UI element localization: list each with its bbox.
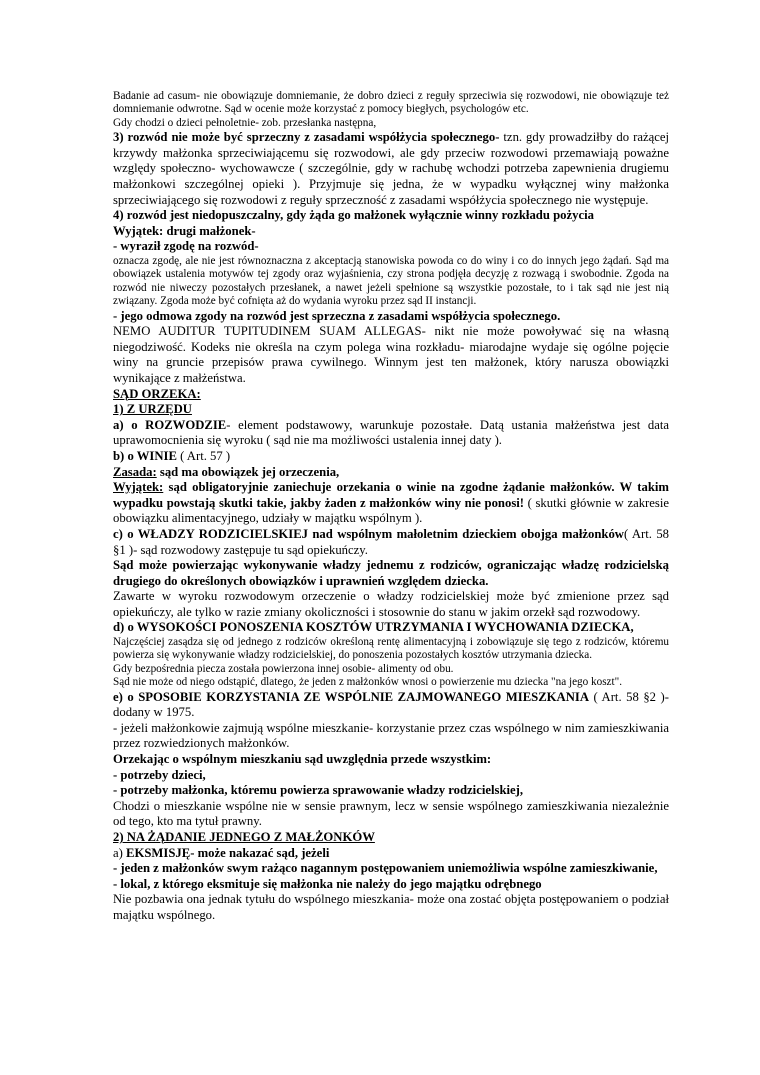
rule-label: Zasada: bbox=[113, 464, 157, 479]
paragraph: Zawarte w wyroku rozwodowym orzeczenie o władzy rodzicielskiej może być zmienione przez sąd opiekuńczy, ale tylko w razie zmiany okoliczności i stosownie do stanu w jakim orzekł sąd rozwodowy. bbox=[113, 589, 669, 619]
paragraph: Gdy bezpośrednia piecza została powierzona innej osobie- alimenty od obu. bbox=[113, 662, 454, 675]
document-page bbox=[113, 90, 669, 924]
paragraph: Sąd nie może od niego odstąpić, dlatego, że jeden z małżonków wnosi o powierzenie mu dziecka "na jego koszt". bbox=[113, 676, 622, 689]
paragraph bbox=[113, 418, 669, 449]
paragraph: Chodzi o mieszkanie wspólne nie w sensie prawnym, lecz w sensie wspólnego zamieszkiwania niezależnie od tego, kto ma tytuł prawny. bbox=[113, 798, 669, 829]
text: sąd obligatoryjnie zaniechuje orzekania o winie na zgodne żądanie małżonków. W takim wypadku powstają skutki takie, jakby żaden z małżonków winy nie ponosi! bbox=[113, 480, 669, 510]
exception-item: - wyraził zgodę na rozwód- bbox=[113, 239, 259, 254]
exception-label: Wyjątek: bbox=[113, 480, 164, 495]
text: sąd ma obowiązek jej orzeczenia, bbox=[156, 464, 340, 479]
exception-item: - jego odmowa zgody na rozwód jest sprzeczna z zasadami współżycia społecznego. bbox=[113, 308, 561, 323]
item-letter: a) bbox=[113, 845, 127, 860]
list-item: - potrzeby małżonka, któremu powierza sprawowanie władzy rodzicielskiej, bbox=[113, 783, 524, 798]
list-item: - jeden z małżonków swym rażąco nagannym postępowaniem uniemożliwia wspólne zamieszkiwanie, bbox=[113, 861, 658, 876]
paragraph: NEMO AUDITUR TUPITUDINEM SUAM ALLEGAS- nikt nie może powoływać się na własną niegodziwość. Kodeks nie określa na czym polega wina rozkładu- miarodajne wydaje się ogólne pojęcie winy na gruncie przepisów prawa cywilnego. Winnym jest ten małżonek, który narusza obowiązki wynikające z małżeństwa. bbox=[113, 324, 669, 385]
text: ( Art. 58 §1 )- sąd rozwodowy zastępuje tu sąd opiekuńczy. bbox=[113, 526, 670, 557]
paragraph: Nie pozbawia ona jednak tytułu do wspólnego mieszkania- może ona zostać objęta postępowaniem o podział majątku wspólnego. bbox=[113, 892, 669, 922]
paragraph: oznacza zgodę, ale nie jest równoznaczna z akceptacją stanowiska powoda co do winy i co do innych jego żądań. Sąd ma obowiązek ustalenia motywów tej zgody oraz wyjaśnienia, czy strona podjęła decyzję z rozwagą i swobodnie. Zgoda na rozwód nie niweczy pozostałych przesłanek, a nawet jeżeli spełnione są wszystkie pozostałe, to i tak sąd nie jest nią związany. Zgoda może być cofnięta aż do wydania wyroku przez sąd II instancji. bbox=[113, 254, 669, 308]
paragraph: Sąd może powierzając wykonywanie władzy jednemu z rodziców, ograniczając władzę rodzicielską drugiego do określonych obowiązków i uprawnień względem dziecka. bbox=[113, 558, 669, 588]
text: ( Art. 58 §2 )- dodany w 1975. bbox=[113, 689, 669, 720]
paragraph bbox=[113, 449, 669, 465]
paragraph bbox=[113, 690, 669, 721]
text: - element podstawowy, warunkuje pozostałe. Datą ustania małżeństwa jest data uprawomocnienia się wyroku ( sąd nie ma możliwości ustalenia innej daty ). bbox=[113, 417, 669, 448]
paragraph: Gdy chodzi o dzieci pełnoletnie- zob. przesłanka następna, bbox=[113, 116, 377, 129]
item-label: EKSMISJĘ- może nakazać sąd, jeżeli bbox=[126, 845, 330, 860]
text: ( skutki głównie w zakresie obowiązku alimentacyjnego, udziały w majątku wspólnym ). bbox=[113, 495, 669, 526]
exception-heading: Wyjątek: drugi małżonek- bbox=[113, 223, 256, 238]
paragraph: - jeżeli małżonkowie zajmują wspólne mieszkanie- korzystanie przez czas wspólnego w nim zamieszkiwania przez rozwiedzionych małżonków. bbox=[113, 720, 669, 751]
item-label: e) o SPOSOBIE KORZYSTANIA ZE WSPÓLNIE ZAJMOWANEGO MIESZKANIA bbox=[113, 689, 589, 704]
paragraph bbox=[113, 130, 669, 208]
paragraph: Najczęściej zasądza się od jednego z rodziców określoną rentę alimentacyjną i zobowiązuje się tego z rodziców, któremu powierza się wykonywanie władzy rodzicielskiej, do ponoszenia pozostałych kosztów utrzymania dziecka. bbox=[113, 636, 669, 662]
section-heading: SĄD ORZEKA: bbox=[113, 386, 201, 401]
paragraph: Badanie ad casum- nie obowiązuje domniemanie, że dobro dzieci z reguły sprzeciwia się rozwodowi, nie obowiązuje też domniemanie odwrotne. Sąd w ocenie może korzystać z pomocy biegłych, psychologów etc. bbox=[113, 90, 669, 116]
paragraph bbox=[113, 846, 669, 862]
list-item: - potrzeby dzieci, bbox=[113, 767, 206, 782]
heading-4: 4) rozwód jest niedopuszczalny, gdy żąda go małżonek wyłącznie winny rozkładu pożycia bbox=[113, 208, 594, 223]
subsection-heading: 2) NA ŻĄDANIE JEDNEGO Z MAŁŻONKÓW bbox=[113, 830, 375, 845]
paragraph bbox=[113, 480, 669, 527]
paragraph bbox=[113, 465, 669, 481]
subsection-heading: 1) Z URZĘDU bbox=[113, 402, 192, 417]
list-item: - lokal, z którego eksmituje się małżonka nie należy do jego majątku odrębnego bbox=[113, 876, 542, 891]
paragraph: Orzekając o wspólnym mieszkaniu sąd uwzględnia przede wszystkim: bbox=[113, 752, 492, 767]
item-label: b) o WINIE bbox=[113, 448, 177, 463]
text: ( Art. 57 ) bbox=[176, 448, 231, 463]
item-label: a) o ROZWODZIE bbox=[113, 417, 227, 432]
text: tzn. gdy prowadziłby do rażącej krzywdy małżonka sprzeciwiającemu się rozwodowi, ale gdy przeciw rozwodowi przemawiają poważne względy społeczno- wychowawcze ( szczególnie, gdy w rachubę wchodzi potrzeba zapewnienia drugiemu małżonkowi szczególnej opieki ). Przyjmuje się jedna, że w wypadku wyłącznej winy małżonka sprzeciwiającego się rozwodowi z reguły sprzeczność z zasadami współżycia społecznego nie występuje. bbox=[113, 130, 669, 207]
paragraph bbox=[113, 527, 669, 558]
heading-3: 3) rozwód nie może być sprzeczny z zasadami współżycia społecznego- bbox=[113, 130, 500, 145]
item-label: c) o WŁADZY RODZICIELSKIEJ nad wspólnym małoletnim dzieckiem obojga małżonków bbox=[113, 526, 624, 541]
item-heading: d) o WYSOKOŚCI PONOSZENIA KOSZTÓW UTRZYMANIA I WYCHOWANIA DZIECKA, bbox=[113, 620, 634, 635]
